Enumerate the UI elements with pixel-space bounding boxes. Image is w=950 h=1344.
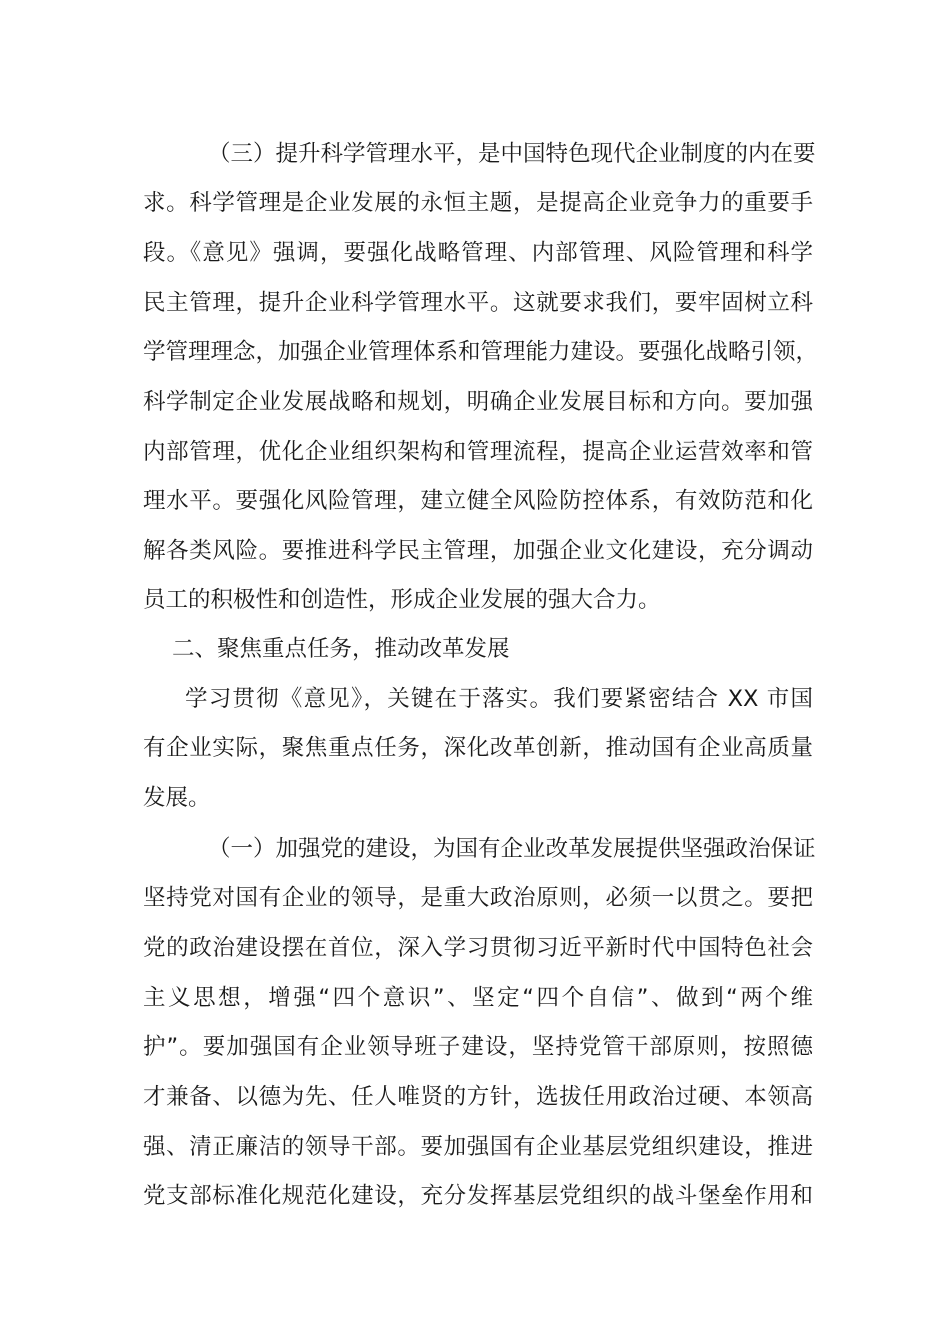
text-line-2: 求。科学管理是企业发展的永恒主题，是提高企业竞争力的重要手 <box>143 190 813 216</box>
text-line-20: 才兼备、以德为先、任人唯贤的方针，选拔任用政治过硬、本领高 <box>143 1084 813 1110</box>
text-line-7: 内部管理，优化企业组织架构和管理流程，提高企业运营效率和管 <box>143 439 813 465</box>
text-line-16: 坚持党对国有企业的领导，是重大政治原则，必须一以贯之。要把 <box>143 885 813 911</box>
text-line-9: 解各类风险。要推进科学民主管理，加强企业文化建设，充分调动 <box>143 538 813 564</box>
text-line-3: 段。《意见》强调，要强化战略管理、内部管理、风险管理和科学 <box>143 240 813 266</box>
text-line-10: 员工的积极性和创造性，形成企业发展的强大合力。 <box>143 587 661 613</box>
section-heading: 二、聚焦重点任务，推动改革发展 <box>172 636 510 662</box>
text-line-18: 主义思想，增强“四个意识”、坚定“四个自信”、做到“两个维 <box>143 985 813 1011</box>
text-line-4: 民主管理，提升企业科学管理水平。这就要求我们，要牢固树立科 <box>143 290 813 316</box>
text-line-13: 有企业实际，聚焦重点任务，深化改革创新，推动国有企业高质量 <box>143 735 813 761</box>
text-line-1: （三）提升科学管理水平，是中国特色现代企业制度的内在要 <box>208 141 816 167</box>
text-line-22: 党支部标准化规范化建设，充分发挥基层党组织的战斗堡垒作用和 <box>143 1183 813 1209</box>
subsection-heading: （一）加强党的建设，为国有企业改革发展提供坚强政治保证 <box>208 836 816 862</box>
text-line-19: 护”。要加强国有企业领导班子建设，坚持党管干部原则，按照德 <box>143 1034 813 1060</box>
text-line-6: 科学制定企业发展战略和规划，明确企业发展目标和方向。要加强 <box>143 389 813 415</box>
text-line-5: 学管理理念，加强企业管理体系和管理能力建设。要强化战略引领， <box>143 339 819 365</box>
text-line-14: 发展。 <box>143 785 211 811</box>
text-line-12: 学习贯彻《意见》，关键在于落实。我们要紧密结合 XX 市国 <box>185 686 813 712</box>
text-line-17: 党的政治建设摆在首位，深入学习贯彻习近平新时代中国特色社会 <box>143 935 813 961</box>
text-line-21: 强、清正廉洁的领导干部。要加强国有企业基层党组织建设，推进 <box>143 1134 813 1160</box>
text-line-8: 理水平。要强化风险管理，建立健全风险防控体系，有效防范和化 <box>143 488 813 514</box>
